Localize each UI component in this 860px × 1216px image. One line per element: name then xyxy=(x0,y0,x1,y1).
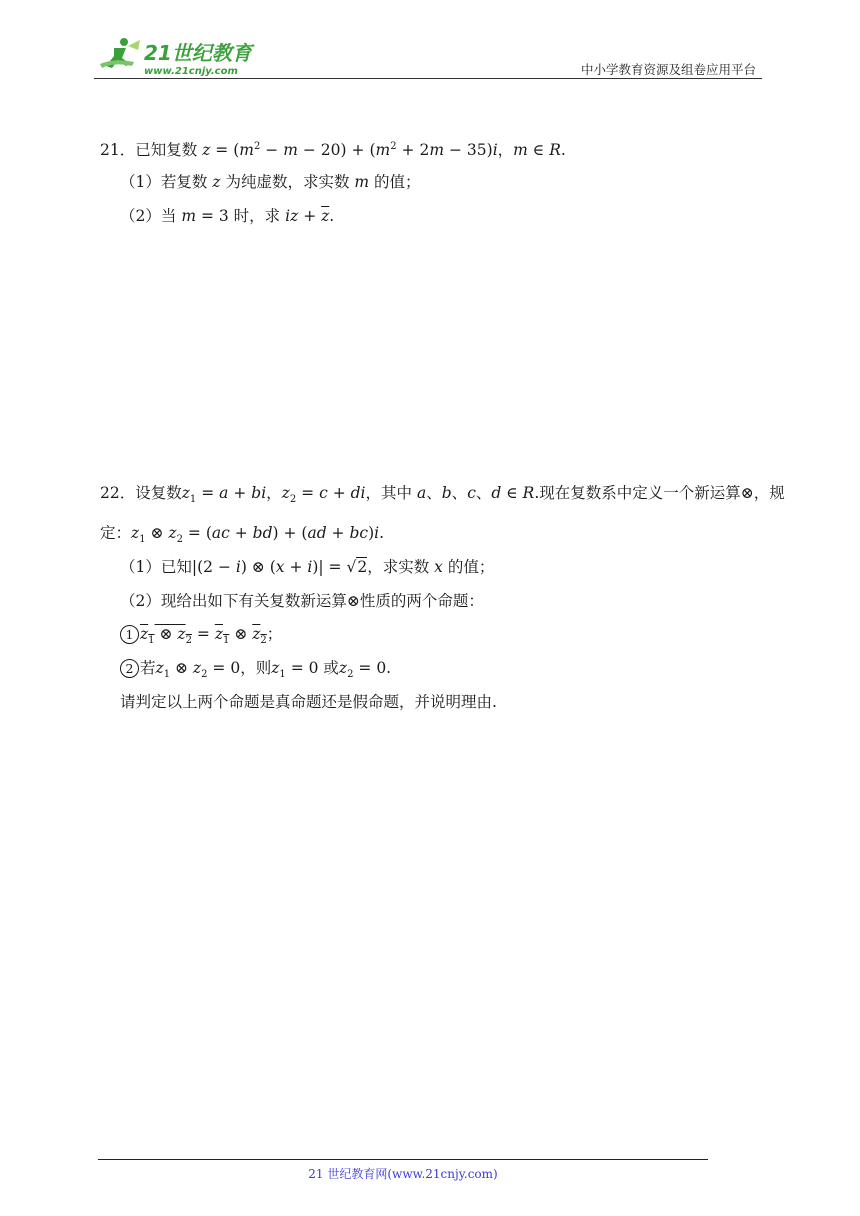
q22-sep-2: 、 xyxy=(451,484,468,502)
q22-sep-3: 、 xyxy=(475,484,492,502)
var-a: a xyxy=(416,484,427,502)
q22-part1-eq: |(2 − i) ⊗ (x + i)| = √2 xyxy=(191,558,368,576)
prop2-z2: $z_2 = 0$. xyxy=(338,659,392,681)
q21-stem-text: 已知复数 xyxy=(135,141,198,159)
logo-text: 21世纪教育 xyxy=(144,41,252,65)
var-b: b xyxy=(441,484,452,502)
var-c: c xyxy=(467,484,476,502)
q22-definition xyxy=(100,523,385,546)
platform-name: 中小学教育资源及组卷应用平台 xyxy=(580,62,756,77)
q21-part2-cond: m = 3 xyxy=(181,207,229,225)
q22-def-prefix: 定： xyxy=(100,524,132,542)
q21-stem xyxy=(100,140,566,160)
prop2-text-b: ，则 xyxy=(240,659,272,677)
q22-stem: 22．设复数$z_1 = a$ + bi，$z_2 = c$ + di，其中 a、b、c、d ∈ R.现在复数系中定义一个新运算⊗，规 xyxy=(100,484,785,506)
q21-part2-label: （2） xyxy=(120,207,161,225)
prop2-cond: $z_1$ ⊗ $z_2 = 0$ xyxy=(155,659,241,681)
q21-part1 xyxy=(120,172,421,192)
q22-part2-text: 现给出如下有关复数新运算⊗性质的两个命题： xyxy=(160,592,484,610)
q21-part2-expr: iz + $\overline{z}$. xyxy=(285,207,335,225)
footer-divider xyxy=(98,1159,708,1160)
q22-conclusion: 请判定以上两个命题是真命题还是假命题，并说明理由. xyxy=(120,693,497,711)
q21-part1-text-c: 的值； xyxy=(374,173,421,191)
q21-part2-text-a: 当 xyxy=(160,207,177,225)
q22-proposition-1 xyxy=(120,624,283,647)
site-logo xyxy=(94,36,264,78)
runner-icon xyxy=(100,38,140,68)
prop2-text-c: 或 xyxy=(323,659,339,677)
q22-z2-def: $z_2 = c$ + di xyxy=(281,484,366,506)
q22-part1 xyxy=(120,557,494,577)
var-z: z xyxy=(212,173,221,191)
q22-domain: d ∈ R xyxy=(491,484,535,502)
header-divider xyxy=(94,78,762,79)
q22-part1-text-b: ，求实数 xyxy=(367,558,430,576)
q22-part2 xyxy=(120,591,484,611)
prop2-text-a: 若 xyxy=(140,659,156,677)
q21-part1-text-a: 若复数 xyxy=(160,173,208,191)
q22-part2-label: （2） xyxy=(120,592,161,610)
circled-number-2: 2 xyxy=(120,659,139,678)
q22-proposition-2 xyxy=(120,658,392,681)
q21-part1-label: （1） xyxy=(120,173,161,191)
q21-part2 xyxy=(120,206,334,226)
prop2-z1: $z_1 = 0$ xyxy=(271,659,319,681)
logo-url: www.21cnjy.com xyxy=(144,66,238,77)
q22-def-formula: $z_1$ ⊗ $z_2 = (ac + bd) + (ad + bc)i$. xyxy=(131,524,385,546)
prop1-formula: $z_1$ ⊗ $z_2 = z_1$ ⊗ $z_2$； xyxy=(140,625,283,647)
q22-number: 22． xyxy=(100,484,136,502)
q22-stem-text-b: ，其中 xyxy=(365,484,413,502)
q22-part1-label: （1） xyxy=(120,558,161,576)
q21-formula: $z = (m^2 - m - 20) + (m^2 + 2m - 35)i$，m ∈ R. xyxy=(202,140,566,159)
q21-part1-text-b: 为纯虚数，求实数 xyxy=(225,173,350,191)
q22-stem-text-a: 设复数 xyxy=(135,484,182,502)
q22-sep-1: 、 xyxy=(426,484,442,502)
footer-text: 21 世纪教育网(www.21cnjy.com) xyxy=(308,1167,498,1181)
circled-number-1: 1 xyxy=(120,625,139,644)
q22-z1-def: $z_1 = a$ + bi xyxy=(181,484,267,506)
q22-part1-text-c: 的值； xyxy=(447,558,495,576)
q21-number: 21． xyxy=(100,141,136,159)
q22-part1-text-a: 已知 xyxy=(160,558,192,576)
q22-stem-text-d: .现在复数系中定义一个新运算⊗，规 xyxy=(534,484,785,502)
var-m: m xyxy=(354,173,370,191)
q21-part2-text-b: 时，求 xyxy=(233,207,281,225)
var-x: x xyxy=(434,558,443,576)
